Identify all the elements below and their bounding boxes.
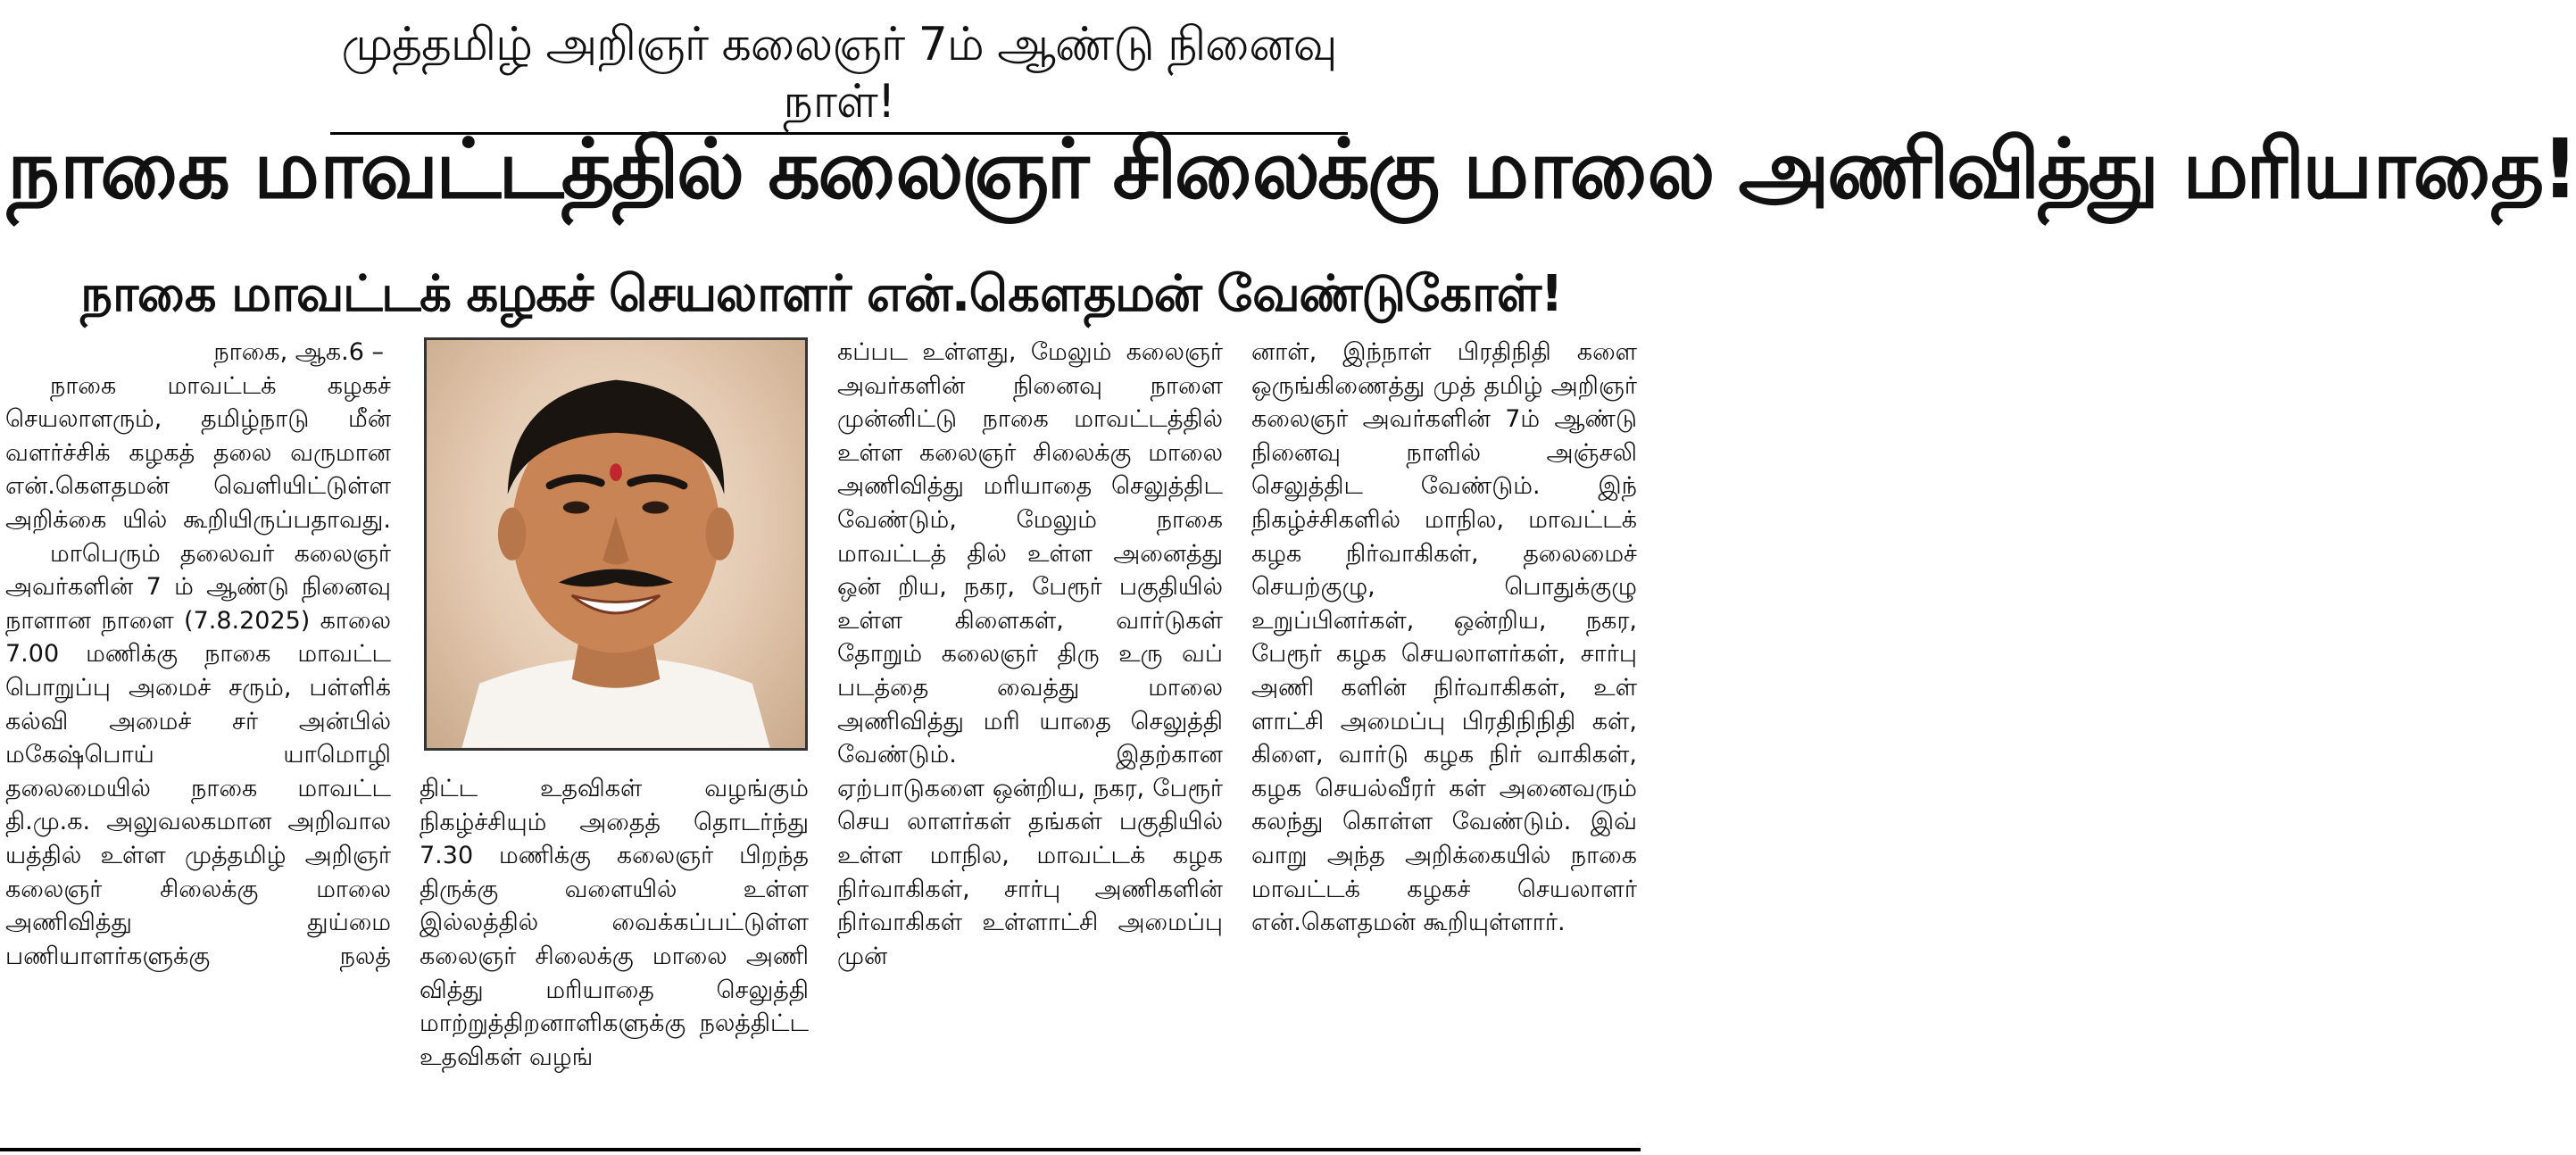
portrait-photo xyxy=(424,337,808,751)
article-paragraph-3: திட்ட உதவிகள் வழங்கும் நிகழ்ச்சியும் அதைத் தொடர்ந்து 7.30 மணிக்கு கலைஞர் பிறந்த திருக்கு வளையில் உள்ள இல்லத்தில் வைக்கப்பட்டுள்ள கலைஞர் சிலைக்கு மாலை அணி வித்து மரியாதை செலுத்தி மாற்றுத்திறனாளிகளுக்கு நலத்திட்ட உதவிகள் வழங் xyxy=(420,775,809,1071)
article-paragraph-1: நாகை மாவட்டக் கழகச் செயலாளரும், தமிழ்நாடு மீன் வளர்ச்சிக் கழகத் தலை வருமான என்.கௌதமன் வெளியிட்டுள்ள அறிக்கை யில் கூறியிருப்பதாவது. xyxy=(5,371,391,534)
dateline: நாகை, ஆக.6 – xyxy=(213,338,384,366)
main-headline: நாகை மாவட்டத்தில் கலைஞர் சிலைக்கு மாலை அணிவித்து மரியாதை! xyxy=(7,121,2576,217)
article-column-2 xyxy=(420,772,809,1149)
article-paragraph-2: மாபெரும் தலைவர் கலைஞர் அவர்களின் 7 ம் ஆண்டு நினைவு நாளான நாளை (7.8.2025) காலை 7.00 மணிக்கு நாகை மாவட்ட பொறுப்பு அமைச் சரும், பள்ளிக் கல்வி அமைச் சர் அன்பில் மகேஷ்பொய் யாமொழி தலைமையில் நாகை மாவட்ட தி.மு.க. அலுவலகமான அறிவால யத்தில் உள்ள முத்தமிழ் அறிஞர் கலைஞர் சிலைக்கு மாலை அணிவித்து துய்மை பணியாளர்களுக்கு நலத் xyxy=(5,539,391,970)
article-column-4 xyxy=(1251,336,1637,1148)
article-column-3 xyxy=(837,336,1223,1148)
article-column-1 xyxy=(5,336,391,1148)
kicker-headline: முத்தமிழ் அறிஞர் கலைஞர் 7ம் ஆண்டு நினைவு நாள்! xyxy=(330,16,1348,135)
portrait-icon xyxy=(427,340,805,748)
bottom-rule xyxy=(0,1148,1641,1151)
sub-headline: நாகை மாவட்டக் கழகச் செயலாளர் என்.கௌதமன் வேண்டுகோள்! xyxy=(80,265,1562,323)
article-paragraph-4: கப்பட உள்ளது, மேலும் கலைஞர் அவர்களின் நினைவு நாளை முன்னிட்டு நாகை மாவட்டத்தில் உள்ள கலைஞர் சிலைக்கு மாலை அணிவித்து மரியாதை செலுத்திட வேண்டும், மேலும் நாகை மாவட்டத் தில் உள்ள அனைத்து ஒன் றிய, நகர, பேரூர் பகுதியில் உள்ள கிளைகள், வார்டுகள் தோறும் கலைஞர் திரு உரு வப் படத்தை வைத்து மாலை அணிவித்து மரி யாதை செலுத்தி வேண்டும். இதற்கான ஏற்பாடுகளை ஒன்றிய, நகர, பேரூர் செய லாளர்கள் தங்கள் பகுதியில் உள்ள மாநில, மாவட்டக் கழக நிர்வாகிகள், சார்பு அணிகளின் நிர்வாகிகள் உள்ளாட்சி அமைப்பு முன் xyxy=(837,338,1223,970)
article-paragraph-5: னாள், இந்நாள் பிரதிநிதி களை ஒருங்கிணைத்து முத் தமிழ் அறிஞர் கலைஞர் அவர்களின் 7ம் ஆண்டு நினைவு நாளில் அஞ்சலி செலுத்திட வேண்டும். இந் நிகழ்ச்சிகளில் மாநில, மாவட்டக் கழக நிர்வாகிகள், தலைமைச் செயற்குழு, பொதுக்குழு உறுப்பினர்கள், ஒன்றிய, நகர, பேரூர் கழக செயலாளர்கள், சார்பு அணி களின் நிர்வாகிகள், உள் ளாட்சி அமைப்பு பிரதிநிநிதி கள், கிளை, வார்டு கழக நிர் வாகிகள், கழக செயல்வீரர் கள் அனைவரும் கலந்து கொள்ள வேண்டும். இவ் வாறு அந்த அறிக்கையில் நாகை மாவட்டக் கழகச் செயலாளர் என்.கௌதமன் கூறியுள்ளார். xyxy=(1251,338,1637,937)
